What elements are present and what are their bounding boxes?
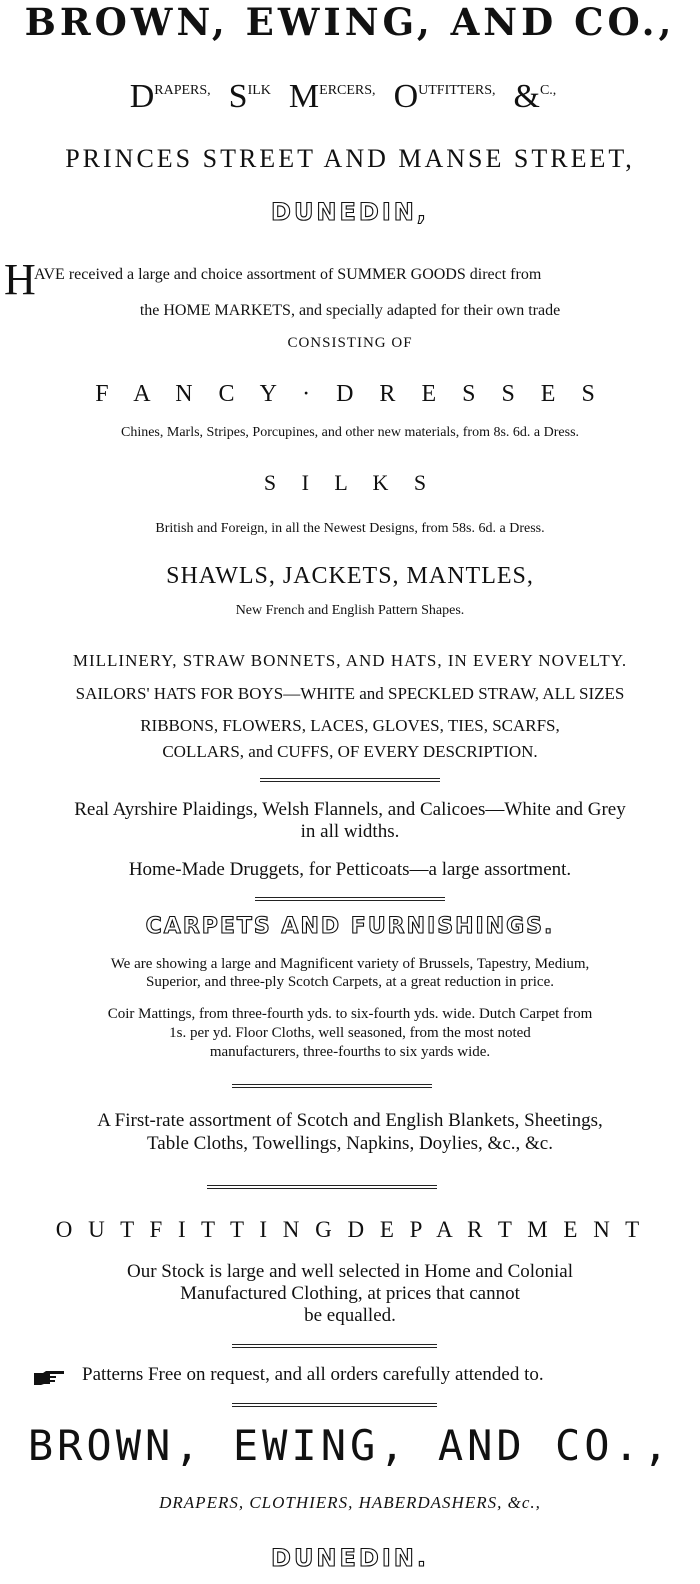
- trade-outfitters-cap: O: [393, 78, 419, 115]
- outfitting-heading: O U T F I T T I N G D E P A R T M E N T: [55, 1217, 645, 1242]
- ribbons-line: RIBBONS, FLOWERS, LACES, GLOVES, TIES, SCARFS,: [140, 716, 560, 735]
- intro-dropcap: H: [4, 255, 36, 304]
- blankets-line-2: Table Cloths, Towellings, Napkins, Doylies, &c., &c.: [147, 1133, 553, 1154]
- intro-line-1: AVE received a large and choice assortment of SUMMER GOODS direct from: [34, 266, 542, 283]
- trade-mercers: ERCERS,: [319, 83, 376, 98]
- trade-outfitters: UTFITTERS,: [418, 83, 496, 98]
- trade-silk-cap: S: [228, 78, 248, 115]
- divider-2: [255, 897, 445, 901]
- silks-text: British and Foreign, in all the Newest Designs, from 58s. 6d. a Dress.: [155, 521, 545, 536]
- trade-drapers-cap: D: [129, 78, 155, 115]
- trades-line: [0, 80, 700, 114]
- divider-6: [232, 1403, 437, 1407]
- carpets-heading: CARPETS AND FURNISHINGS.: [145, 914, 555, 939]
- millinery-line: MILLINERY, STRAW BONNETS, AND HATS, IN EVERY NOVELTY.: [72, 651, 628, 670]
- city-footer: DUNEDIN.: [271, 1544, 429, 1572]
- firm-name-header: BROWN, EWING, AND CO.,: [24, 0, 676, 44]
- divider-3: [232, 1084, 432, 1088]
- trade-drapers: RAPERS,: [154, 83, 211, 98]
- fancy-dresses-heading: F A N C Y · D R E S S E S: [95, 381, 605, 407]
- coir-line-1: Coir Mattings, from three-fourth yds. to six-fourth yds. wide. Dutch Carpet from: [107, 1006, 593, 1022]
- divider-5: [232, 1344, 437, 1348]
- trade-mercers-cap: M: [288, 78, 320, 115]
- trade-etc-cap: &: [513, 78, 540, 115]
- outfitting-line-3: be equalled.: [304, 1305, 396, 1326]
- plaidings-line-2: in all widths.: [300, 821, 400, 842]
- blankets-line-1: A First-rate assortment of Scotch and English Blankets, Sheetings,: [97, 1110, 603, 1131]
- patterns-line: Patterns Free on request, and all orders carefully attended to.: [82, 1364, 544, 1385]
- address-line: PRINCES STREET AND MANSE STREET,: [65, 144, 635, 173]
- outfitting-line-1: Our Stock is large and well selected in Home and Colonial: [126, 1261, 574, 1282]
- pointing-hand-icon: [32, 1370, 66, 1386]
- collars-line: COLLARS, and CUFFS, OF EVERY DESCRIPTION.: [162, 742, 538, 761]
- shawls-text: New French and English Pattern Shapes.: [235, 603, 465, 618]
- outfitting-line-2: Manufactured Clothing, at prices that cannot: [180, 1283, 520, 1304]
- firm-name-footer: BROWN, EWING, AND CO.,: [27, 1421, 673, 1470]
- fancy-dresses-text: Chines, Marls, Stripes, Porcupines, and other new materials, from 8s. 6d. a Dress.: [120, 425, 580, 440]
- divider-4: [207, 1185, 437, 1189]
- intro-line-3: CONSISTING OF: [287, 335, 413, 351]
- silks-heading: S I L K S: [263, 470, 437, 495]
- intro-line-2: the HOME MARKETS, and specially adapted for their own trade: [139, 302, 561, 319]
- trade-etc: C.,: [539, 83, 557, 98]
- trade-silk: ILK: [247, 83, 271, 98]
- footer-trades: DRAPERS, CLOTHIERS, HABERDASHERS, &c.,: [159, 1493, 541, 1512]
- carpets-line-2: Superior, and three-ply Scotch Carpets, at a great reduction in price.: [145, 974, 554, 990]
- city-header: DUNEDIN,: [271, 198, 429, 226]
- shawls-heading: SHAWLS, JACKETS, MANTLES,: [166, 563, 534, 589]
- carpets-line-1: We are showing a large and Magnificent variety of Brussels, Tapestry, Medium,: [110, 956, 590, 972]
- druggets-line: Home-Made Druggets, for Petticoats—a large assortment.: [128, 859, 572, 880]
- sailors-hats-line: SAILORS' HATS FOR BOYS—WHITE and SPECKLED STRAW, ALL SIZES: [75, 684, 625, 703]
- divider-1: [260, 778, 440, 782]
- plaidings-line-1: Real Ayrshire Plaidings, Welsh Flannels, and Calicoes—White and Grey: [74, 799, 626, 820]
- coir-line-3: manufacturers, three-fourths to six yards wide.: [209, 1044, 491, 1060]
- coir-line-2: 1s. per yd. Floor Cloths, well seasoned, from the most noted: [169, 1025, 531, 1041]
